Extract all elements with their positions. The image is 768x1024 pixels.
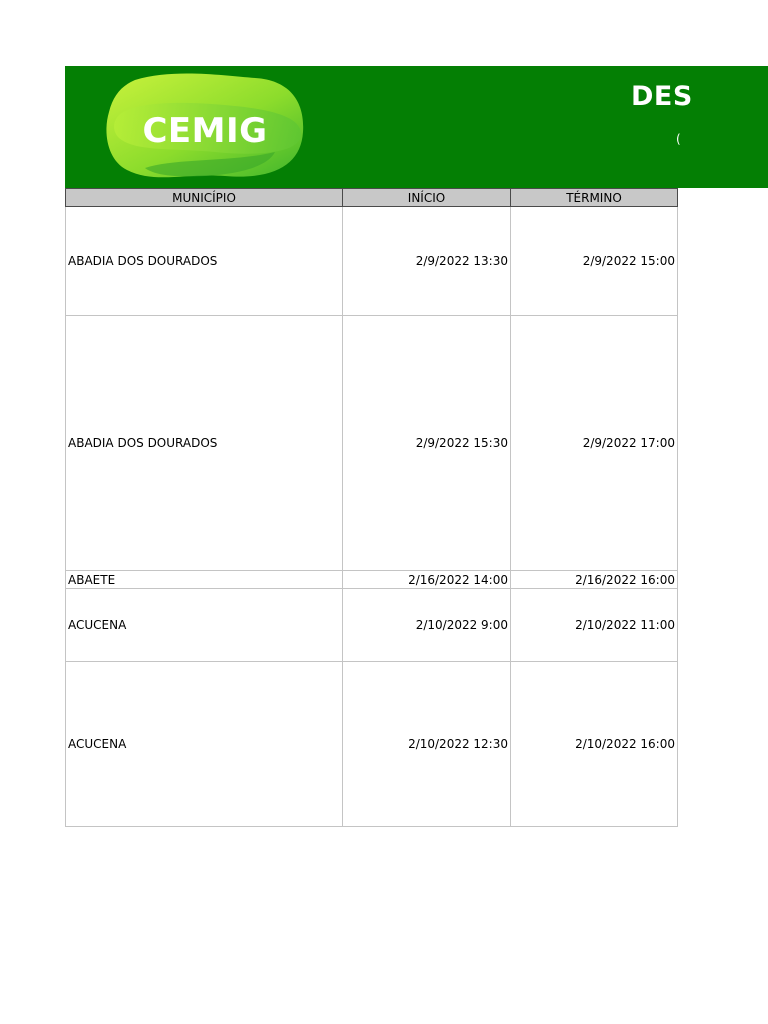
cell-municipio: ACUCENA xyxy=(66,662,343,827)
cell-inicio: 2/10/2022 12:30 xyxy=(343,662,511,827)
table-row xyxy=(66,571,678,589)
cell-termino: 2/10/2022 16:00 xyxy=(511,662,678,827)
page-subtitle-fragment: ( xyxy=(676,132,681,146)
cell-termino: 2/9/2022 15:00 xyxy=(511,207,678,316)
cell-municipio: ABADIA DOS DOURADOS xyxy=(66,316,343,571)
cell-termino: 2/10/2022 11:00 xyxy=(511,589,678,662)
table-header-row xyxy=(66,189,678,207)
outage-table xyxy=(65,188,678,827)
cell-municipio: ABAETE xyxy=(66,571,343,589)
cell-inicio: 2/9/2022 13:30 xyxy=(343,207,511,316)
table-row xyxy=(66,589,678,662)
cell-termino: 2/16/2022 16:00 xyxy=(511,571,678,589)
cemig-logo xyxy=(105,72,307,184)
page-title: DES xyxy=(631,81,693,112)
header-banner xyxy=(65,66,768,188)
cell-inicio: 2/16/2022 14:00 xyxy=(343,571,511,589)
cell-termino: 2/9/2022 17:00 xyxy=(511,316,678,571)
table-row xyxy=(66,316,678,571)
column-header-municipio: MUNICÍPIO xyxy=(66,189,343,207)
table-row xyxy=(66,662,678,827)
logo-text: CEMIG xyxy=(142,111,268,151)
table-row xyxy=(66,207,678,316)
cell-inicio: 2/10/2022 9:00 xyxy=(343,589,511,662)
cell-municipio: ABADIA DOS DOURADOS xyxy=(66,207,343,316)
cell-municipio: ACUCENA xyxy=(66,589,343,662)
column-header-termino: TÉRMINO xyxy=(511,189,678,207)
column-header-inicio: INÍCIO xyxy=(343,189,511,207)
cell-inicio: 2/9/2022 15:30 xyxy=(343,316,511,571)
